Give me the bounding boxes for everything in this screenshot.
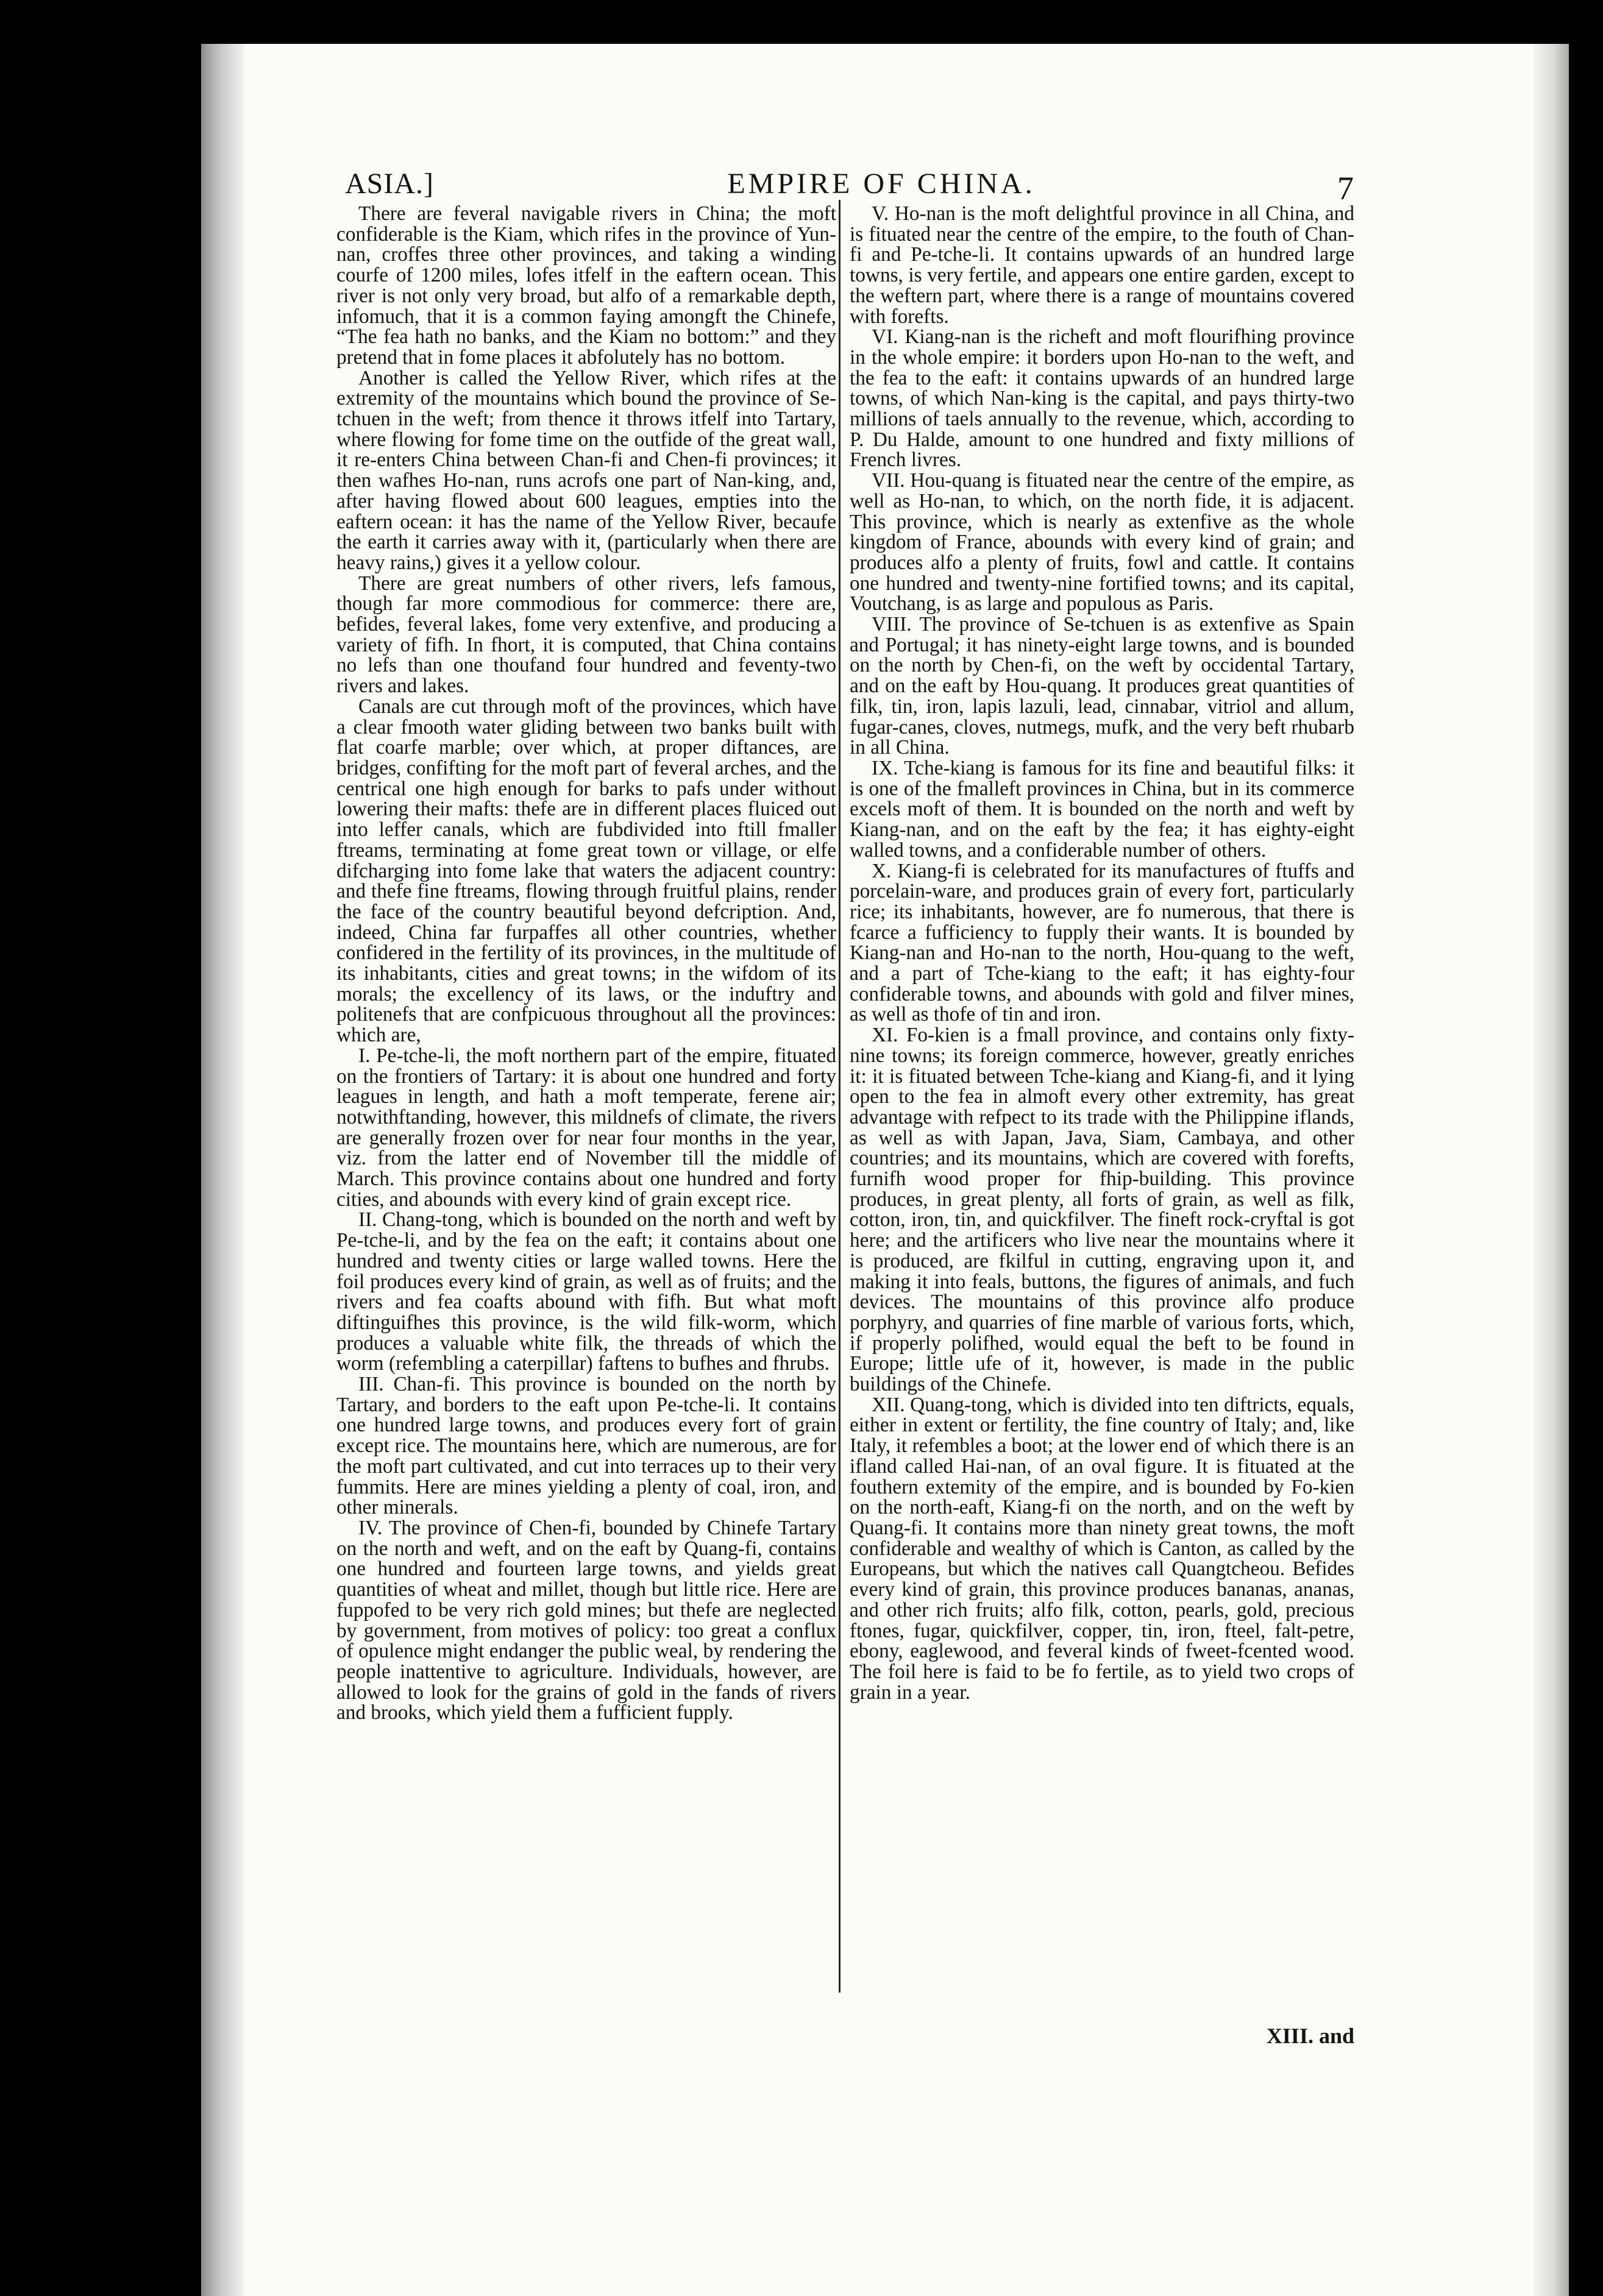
paragraph: V. Ho-nan is the moft delightful province in all China, and is fituated near the centre of the empire, to the fouth of Chan-fi and Pe-tche-li. It contains upwards of an hundred large towns, is very fertile, and appears one entire garden, except to the weftern part, where there is a range of mountains covered with forefts. [850,202,1354,328]
paragraph: XII. Quang-tong, which is divided into ten diftricts, equals, either in extent or fertility, the fine country of Italy; and, like Italy, it refembles a boot; at the lower end of which there is an ifland called Hai-nan, of an oval figure. It is fituated at the fouthern extemity of the empire, and is bounded by Fo-kien on the north-eaft, Kiang-fi on the north, and on the weft by Quang-fi. It contains more than ninety great towns, the moft confiderable and wealthy of which is Canton, as called by the Europeans, but which the natives call Quangtcheou. Befides every kind of grain, this province produces bananas, ananas, and other rich fruits; alfo filk, cotton, pearls, gold, precious ftones, fugar, quickfilver, copper, tin, iron, fteel, falt-petre, ebony, eaglewood, and feveral kinds of fweet-fcented wood. The foil here is faid to be fo fertile, as to yield two crops of grain in a year. [850,1393,1354,1704]
left-column [336,204,836,1723]
catchword: XIII. and [1266,2024,1354,2048]
paragraph: Canals are cut through moft of the provinces, which have a clear fmooth water gliding between two banks built with flat coarfe marble; over which, at proper diftances, are bridges, confifting for the moft part of feveral arches, and the centrical one high enough for barks to pafs under without lowering their mafts: thefe are in different places fluiced out into leffer canals, which are fubdivided into ftill fmaller ftreams, terminating at fome great town or village, or elfe difcharging into fome lake that waters the adjacent country: and thefe fine ftreams, flowing through fruitful plains, render the face of the country beautiful beyond defcription. And, indeed, China far furpaffes all other countries, whether confidered in the fertility of its provinces, in the multitude of its inhabitants, cities and great towns; in the wifdom of its morals; the excellency of its laws, or the induftry and politenefs that are confpicuous throughout all the provinces: which are, [336,695,836,1047]
paragraph: VII. Hou-quang is fituated near the centre of the empire, as well as Ho-nan, to which, on the north fide, it is adjacent. This province, which is nearly as extenfive as the whole kingdom of France, abounds with every kind of grain; and produces alfo a plenty of fruits, fowl and cattle. It contains one hundred and twenty-nine fortified towns; and its capital, Voutchang, is as large and populous as Paris. [850,469,1354,615]
page-edge [1534,44,1569,2296]
paragraph: IV. The province of Chen-fi, bounded by Chinefe Tartary on the north and weft, and on the eaft by Quang-fi, contains one hundred and fourteen large towns, and yields great quantities of wheat and millet, though but little rice. Here are fuppofed to be very rich gold mines; but thefe are neglected by government, from motives of policy: too great a conflux of opulence might endanger the public weal, by rendering the people inattentive to agriculture. Individuals, however, are allowed to look for the grains of gold in the fands of rivers and brooks, which yield them a fufficient fupply. [336,1517,836,1724]
column-rule [839,200,841,1993]
paragraph: XI. Fo-kien is a fmall province, and contains only fixty-nine towns; its foreign commerce, however, greatly enriches it: it is fituated between Tche-kiang and Kiang-fi, and it lying open to the fea in almoft every other extremity, has great advantage with refpect to its trade with the Philippine iflands, as well as with Japan, Java, Siam, Cambaya, and other countries; and its mountains, which are covered with forefts, furnifh wood proper for fhip-building. This province produces, in great plenty, all forts of grain, as well as filk, cotton, iron, tin, and quickfilver. The fineft rock-cryftal is got here; and the artificers who live near the mountains where it is produced, are fkilful in cutting, engraving upon it, and making it into feals, buttons, the figures of animals, and fuch devices. The mountains of this province alfo produce porphyry, and quarries of fine marble of various forts, which, if properly polifhed, would equal the beft to be found in Europe; little ufe of it, however, is made in the public buildings of the Chinefe. [850,1024,1354,1396]
paragraph: X. Kiang-fi is celebrated for its manufactures of ftuffs and porcelain-ware, and produces grain of every fort, particularly rice; its inhabitants, however, are fo numerous, that there is fcarce a fufficiency to fupply their wants. It is bounded by Kiang-nan and Ho-nan to the north, Hou-quang to the weft, and a part of Tche-kiang to the eaft; it has eighty-four confiderable towns, and abounds with gold and filver mines, as well as thofe of tin and iron. [850,859,1354,1026]
paragraph: VI. Kiang-nan is the richeft and moft flourifhing province in the whole empire: it borders upon Ho-nan to the weft, and the fea to the eaft: it contains upwards of an hundred large towns, of which Nan-king is the capital, and pays thirty-two millions of taels annually to the revenue, which, according to P. Du Halde, amount to one hundred and fixty millions of French livres. [850,325,1354,472]
paragraph: IX. Tche-kiang is famous for its fine and beautiful filks: it is one of the fmalleft provinces in China, but in its commerce excels moft of them. It is bounded on the north and weft by Kiang-nan, and on the eaft by the fea; it has eighty-eight walled towns, and a confiderable number of others. [850,756,1354,862]
paragraph: There are feveral navigable rivers in China; the moft confiderable is the Kiam, which rifes in the province of Yun-nan, croffes three other provinces, and taking a winding courfe of 1200 miles, lofes itfelf in the eaftern ocean. This river is not only very broad, but alfo of a remarkable depth, infomuch, that it is a common faying amongft the Chinefe, “The fea hath no banks, and the Kiam no bottom:” and they pretend that in fome places it abfolutely has no bottom. [336,202,836,369]
paragraph: Another is called the Yellow River, which rifes at the extremity of the mountains which bound the province of Se-tchuen in the weft; from thence it throws itfelf into Tartary, where flowing for fome time on the outfide of the great wall, it re-enters China between Chan-fi and Chen-fi provinces; it then wafhes Ho-nan, runs acrofs one part of Nan-king, and, after having flowed about 600 leagues, empties into the eaftern ocean: it has the name of the Yellow River, becaufe the earth it carries away with it, (particularly when there are heavy rains,) gives it a yellow colour. [336,366,836,574]
paragraph: I. Pe-tche-li, the moft northern part of the empire, fituated on the frontiers of Tartary: it is about one hundred and forty leagues in length, and hath a moft temperate, ferene air; notwithftanding, however, this mildnefs of climate, the rivers are generally frozen over for near four months in the year, viz. from the latter end of November till the middle of March. This province contains about one hundred and forty cities, and abounds with every kind of grain except rice. [336,1044,836,1211]
running-header [345,161,1354,207]
paragraph: III. Chan-fi. This province is bounded on the north by Tartary, and borders to the eaft upon Pe-tche-li. It contains one hundred large towns, and produces every fort of grain except rice. The mountains here, which are numerous, are for the moft part cultivated, and cut into terraces up to their very fummits. Here are mines yielding a plenty of coal, iron, and other minerals. [336,1373,836,1519]
paragraph: VIII. The province of Se-tchuen is as extenfive as Spain and Portugal; it has ninety-eight large towns, and is bounded on the north by Chen-fi, on the weft by occidental Tartary, and on the eaft by Hou-quang. It produces great quantities of filk, tin, iron, lapis lazuli, lead, cinnabar, vitriol and allum, fugar-canes, cloves, nutmegs, mufk, and the very beft rhubarb in all China. [850,613,1354,759]
header-title: EMPIRE OF CHINA. [727,168,1036,200]
page-number: 7 [1337,170,1354,207]
page-gutter-shadow [201,44,244,2296]
right-column [850,204,1354,1703]
header-region: ASIA.] [345,168,434,200]
paragraph: There are great numbers of other rivers, lefs famous, though far more commodious for commerce: there are, befides, feveral lakes, fome very extenfive, and producing a variety of fifh. In fhort, it is computed, that China contains no lefs than one thoufand four hundred and feventy-two rivers and lakes. [336,572,836,698]
paragraph: II. Chang-tong, which is bounded on the north and weft by Pe-tche-li, and by the fea on the eaft; it contains about one hundred and twenty cities or large walled towns. Here the foil produces every kind of grain, as well as of fruits; and the rivers and fea coafts abound with fifh. But what moft diftinguifhes this province, is the wild filk-worm, which produces a valuable white filk, the threads of which the worm (refembling a caterpillar) faftens to bufhes and fhrubs. [336,1208,836,1375]
